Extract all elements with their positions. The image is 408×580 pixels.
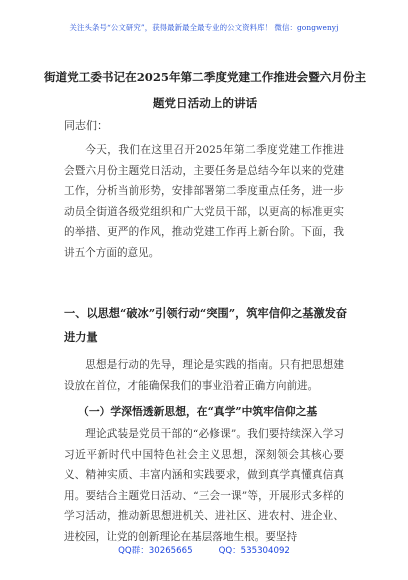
subsection-1-paragraph: 理论武装是党员干部的“必修课”。我们要持续深入学习习近平新时代中国特色社会主义思想，深刻领会其核心要义、精神实质、丰富内涵和实践要求，做到真学真懂真信真用。要结合主题党日活动、“三会一课”等，开展形式多样的学习活动，推动新思想进机关、进社区、进农村、进企业、进校园，让党的创新理论在基层落地生根。要坚持	[64, 428, 344, 543]
footer-qq: QQ：535304092	[218, 546, 290, 556]
document-title: 街道党工委书记在2025年第二季度党建工作推进会暨六月份主题党日活动上的讲话	[43, 70, 367, 110]
subsection-1-heading: （一）学深悟透新思想，在“真学”中筑牢信仰之基	[78, 405, 318, 418]
greeting: 同志们：	[64, 119, 108, 132]
footer-qq-group: QQ群：30265665	[118, 546, 193, 556]
intro-paragraph: 今天，我们在这里召开2025年第二季度党建工作推进会暨六月份主题党日活动，主要任务是总结今年以来的党建工作，分析当前形势，安排部署第二季度重点任务，进一步动员全街道各级党组织和广大党员干部，以更高的标准更实的举措、更严的作风，推动党建工作再上新台阶。下面，我讲五个方面的意见。	[64, 144, 344, 259]
section-1-heading: 一、以思想“破冰”引领行动“突围”，筑牢信仰之基激发奋进力量	[64, 306, 348, 344]
footer-contact	[0, 544, 408, 556]
header-banner: 关注头条号“公文研究”，获得最新最全最专业的公文资料库！ 微信：gongwenyj	[69, 23, 339, 32]
section-1-paragraph: 思想是行动的先导，理论是实践的指南。只有把思想建设放在首位，才能确保我们的事业沿着正确方向前进。	[64, 359, 344, 392]
